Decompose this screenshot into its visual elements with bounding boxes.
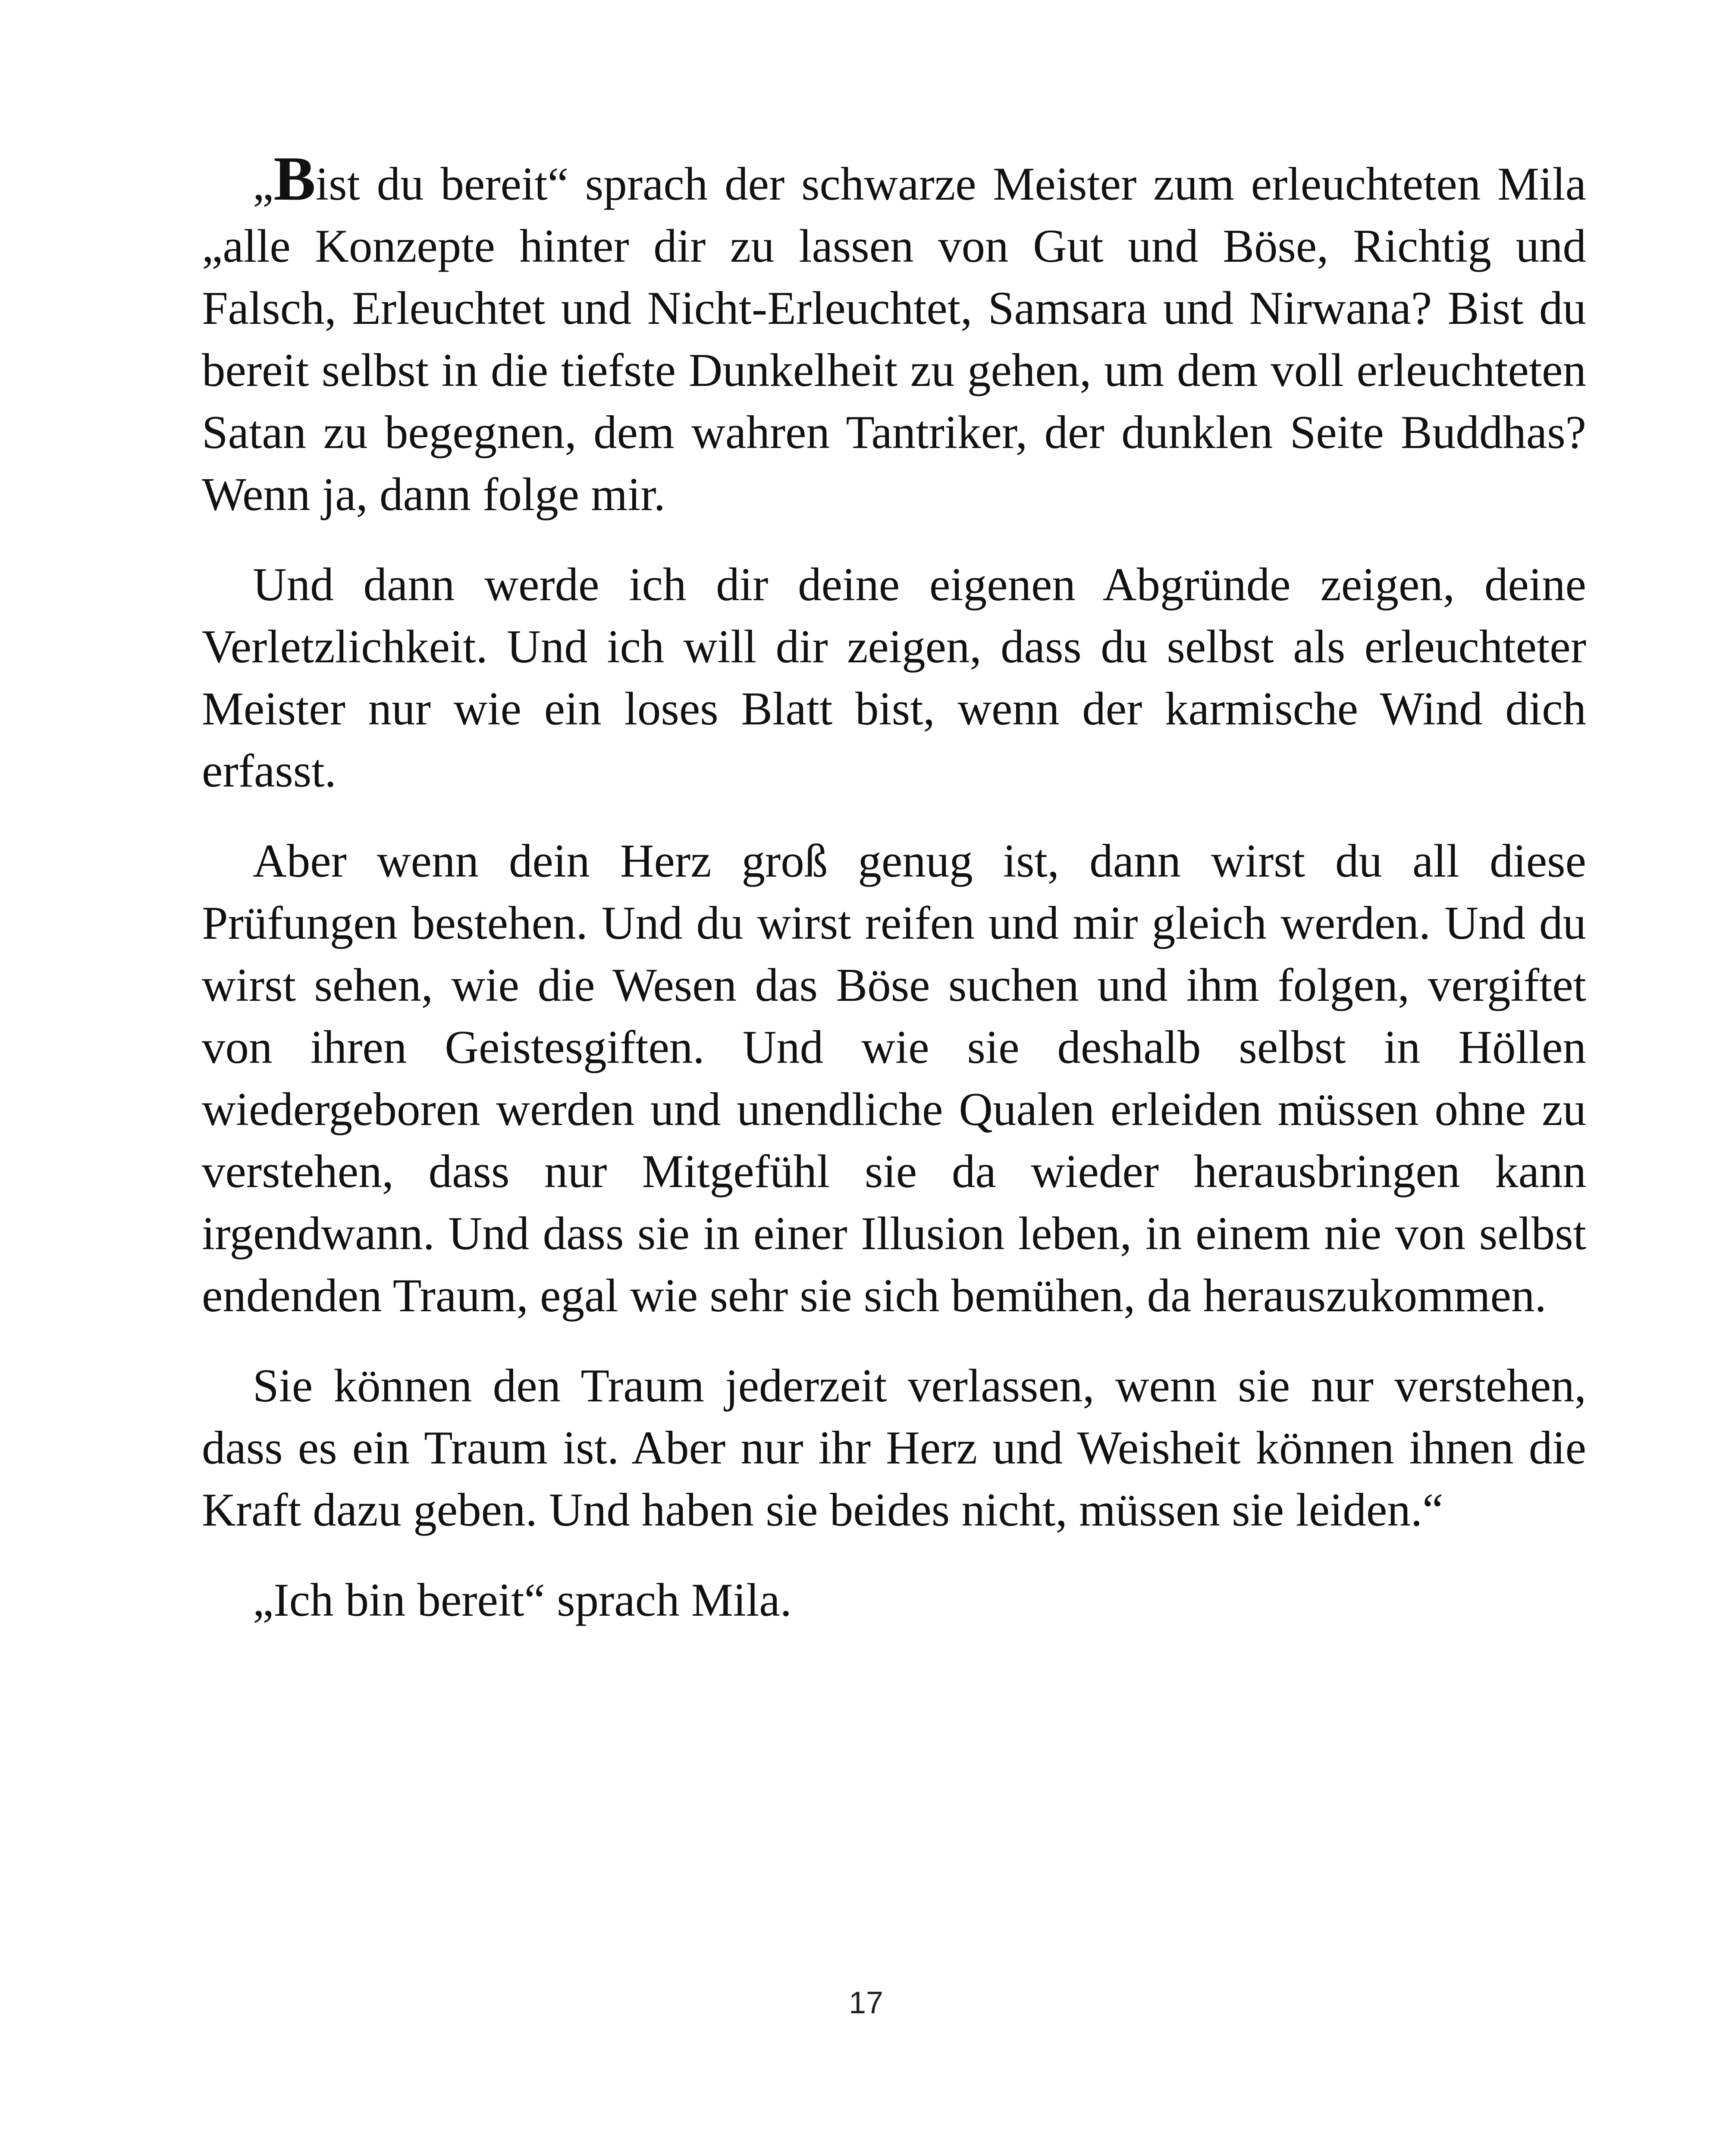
paragraph-5: „Ich bin bereit“ sprach Mila. <box>253 1574 792 1626</box>
paragraph-2: Und dann werde ich dir deine eigenen Abgründe zeigen, deine Verletzlichkeit. Und ich will dir zeigen, dass du selbst als erleuchteter Meister nur wie ein loses Blatt bist, wenn der karmische Wind dich erfasst. <box>202 558 1586 797</box>
page-number: 17 <box>848 1986 884 2020</box>
paragraph-3: Aber wenn dein Herz groß genug ist, dann wirst du all diese Prüfungen bestehen. Und du wirst reifen und mir gleich werden. Und du wirst sehen, wie die Wesen das Böse suchen und ihm folgen, vergiftet von ihren Geistesgiften. Und wie sie deshalb selbst in Höllen wiedergeboren werden und unendliche Qualen erleiden müssen ohne zu verstehen, dass nur Mitgefühl sie da wieder herausbringen kann irgendwann. Und dass sie in einer Illusion leben, in einem nie von selbst endenden Traum, egal wie sehr sie sich bemühen, da herauszukommen. <box>202 835 1586 1322</box>
opening-quote: „ <box>253 158 274 210</box>
body-text <box>202 144 1586 1631</box>
paragraph-1-text: ist du bereit“ sprach der schwarze Meister zum erleuchteten Mila „alle Konzepte hinter dir zu lassen von Gut und Böse, Richtig und Falsch, Erleuchtet und Nicht-Erleuchtet, Samsara und Nirwana? Bist du bereit selbst in die tiefste Dunkelheit zu gehen, um dem voll erleuchteten Satan zu begegnen, dem wahren Tantriker, der dunklen Seite Buddhas? Wenn ja, dann folge mir. <box>202 158 1586 520</box>
paragraph-1 <box>202 144 1586 526</box>
paragraph-4: Sie können den Traum jederzeit verlassen, wenn sie nur verstehen, dass es ein Traum ist. Aber nur ihr Herz und Weisheit können ihnen die Kraft dazu geben. Und haben sie beides nicht, müssen sie leiden.“ <box>202 1360 1586 1536</box>
lead-letter: B <box>273 144 316 213</box>
